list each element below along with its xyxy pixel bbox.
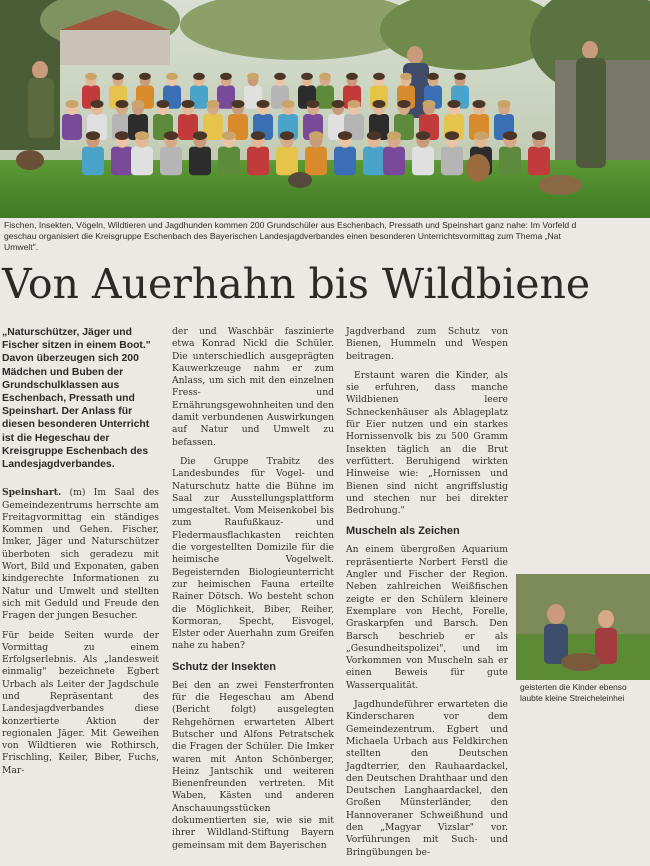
column-1-paragraph-1 (2, 487, 159, 622)
group-photo-illustration (0, 0, 650, 218)
column-3-paragraph-2: Erstaunt waren die Kinder, als sie erfuhren, dass manche Wildbienen leere Schneckenhäuser als Ablageplatz für Eier nutzen und ein starkes Hornissenvolk bis zu 500 Gramm Insekten täglich an die Brut verfüttert. Beruhigend wirkten Hinweise wie: „Hornissen und Bienen sind nicht angriffslustig und stechen nur bei direkter Bedrohung." (346, 369, 508, 517)
subheading-schutz-der-insekten: Schutz der Insekten (172, 660, 276, 673)
column-3-paragraph-1: Jagdverband zum Schutz von Bienen, Hummeln und Wespen beitragen. (346, 326, 508, 362)
column-2 (172, 326, 334, 859)
photo-caption-line-3: Umwelt". (4, 242, 39, 252)
column-3 (346, 326, 508, 866)
column-3-paragraph-4: Jagdhundeführer erwarteten die Kinderscharen vor dem Gemeindezentrum. Egbert und Michaela Urbach aus Feldkirchen stellten den Deutschen Jagdterrier, den Rauhaardackel, den Deutschen Drahthaar und den Deutschen Langhaardackel, den Großen Münsterländer, den Hannoveraner Schweißhund und den „Magyar Vizslar" vor. Vorführungen mit Such- und Bringübungen be- (346, 699, 508, 858)
column-2-paragraph-3: Bei den an zwei Fensterfronten für die Hegeschau am Abend (Bericht folgt) ausgelegten Rehgehörnen erwarteten Albert Butscher und Alfons Petratschek die Fragen der Schüler. Die Imker waren mit Anton Schönberger, Heinz Jantschik und weiteren Bienenfreunden vertreten. Mit Waben, Kästen und anderen Anschauungsstücken dokumentierten sie, wie sie mit ihrer Wildland-Stiftung Bayern gemeinsam mit dem Bayerischen (172, 679, 334, 851)
column-1 (2, 326, 159, 784)
dateline: Speinshart. (2, 487, 62, 499)
inset-caption-line-2: laubte kleine Streicheleinhei (520, 692, 625, 703)
column-2-paragraph-2: Die Gruppe Trabitz des Landesbundes für Vogel- und Naturschutz hatte die Bühne im Saal zur Ausstellungsplattform umgestaltet. Vom Meisenkobel bis zum Raufußkauz- und Fledermausflachkasten reichten die vorgestellten Domizile für die heimische Vogelwelt. Begeisternden Biologieunterricht zur heimischen Fauna erteilte Rainer Dötsch. Wo besteht schon die Möglichkeit, Biber, Reiher, Kormoran, Specht, Eisvogel, Elster oder Auerhahn zum Greifen nahe zu haben? (172, 455, 334, 652)
inset-caption-line-1: geisterten die Kinder ebenso (520, 682, 627, 692)
article-lead: „Naturschützer, Jäger und Fischer sitzen in einem Boot." Davon überzeugen sich 200 Mädchen und Buben der Grundschulklassen aus Eschenbach, Pressath und Speinshart. Der Anlass für diesen besonderen Unterricht ist die Hegeschau der Kreisgruppe Eschenbach des Landesjagdverbandes. (2, 327, 151, 471)
photo-caption-line-1: Fischen, Insekten, Vögeln, Wildtieren und Jagdhunden kommen 200 Grundschüler aus Eschenbach, Pressath und Speinshart ganz nahe: Im Vorfeld d (4, 220, 577, 230)
column-1-paragraph-2: Für beide Seiten wurde der Vormittag zu einem Erfolgserlebnis. Als „landesweit einmalig" bezeichnete Egbert Urbach als Leiter der Jagdschule und Repräsentant des Landesjagdverbandes diese konzertierte Aktion der regionalen Jäger. Mit Geweihen von Wildtieren wie Rothirsch, Frischling, Keiler, Biber, Fuchs, Mar- (2, 629, 159, 776)
column-3-paragraph-3: An einem übergroßen Aquarium repräsentierte Norbert Ferstl die Angler und Fischer der Region. Neben zahlreichen Weißfischen zeigte er den Schülern kleinere Exemplare von Hecht, Forelle, Graskarpfen und Barsch. Den Barsch beschrieb er als „Gesundheitspolizei", und im Vorkommen von Muscheln sah er einen Beweis für gute Wasserqualität. (346, 544, 508, 691)
article-headline: Von Auerhahn bis Wildbiene (2, 260, 591, 308)
inset-photo-illustration (516, 574, 650, 680)
inset-caption (520, 682, 650, 703)
group-photo (0, 0, 650, 218)
inset-photo (516, 574, 650, 680)
column-2-paragraph-1: der und Waschbär faszinierte etwa Konrad Nickl die Schüler. Die unterschiedlich ausgeprägten Kauwerkzeuge nahm er zum Anlass, um sich mit den einzelnen Fress- und Ernährungsgewohnheiten und den damit verbundenen Auswirkungen auf Natur und Umwelt zu befassen. (172, 326, 334, 448)
photo-caption (4, 220, 644, 253)
photo-caption-line-2: geschau organisiert die Kreisgruppe Eschenbach des Bayerischen Landesjagdverbandes einen besonderen Unterrichtsvormittag zum Thema „Nat (4, 231, 561, 241)
column-1-paragraph-1-text: (m) Im Saal des Gemeindezentrums herrschte am Freitagvormittag ein ständiges Kommen und Gehen. Fischer, Imker, Jäger und Naturschützer überboten sich geradezu mit Wort, Bild und Exponaten, gaben kindgerechte Informationen zu Natur und Umwelt und stellten sich mit Geduld und Freude den Fragen der jungen Besucher. (2, 487, 159, 622)
subheading-muscheln-als-zeichen: Muscheln als Zeichen (346, 525, 460, 538)
